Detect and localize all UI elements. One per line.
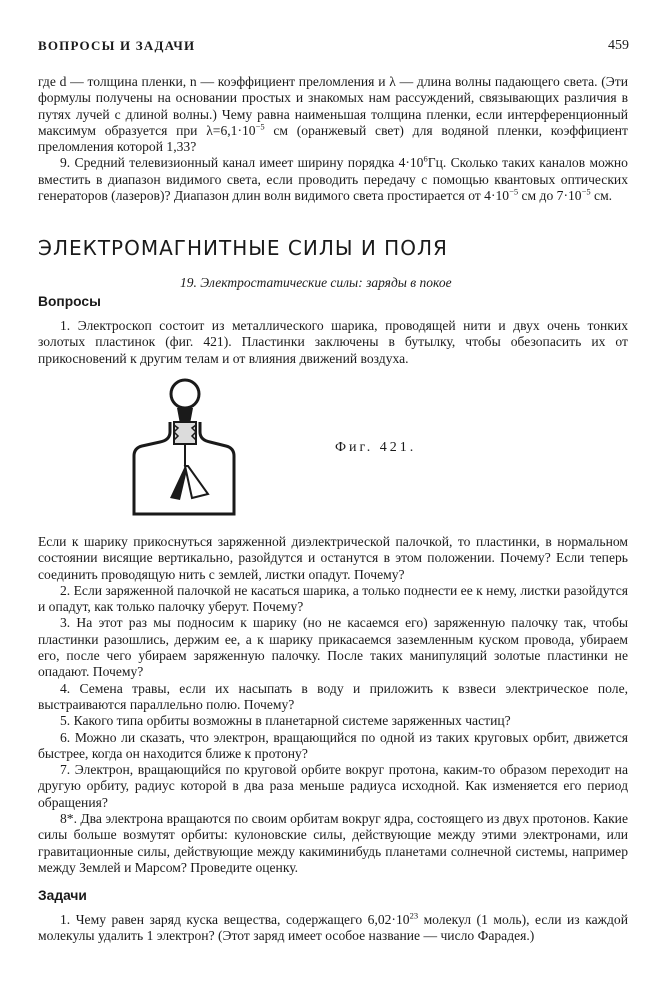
paragraph-text: 1. Чему равен заряд куска вещества, содержащего 6,02·10 [60,912,410,927]
paragraph-text: 9. Средний телевизионный канал имеет ширину порядка 4·10 [60,155,424,171]
page-header [38,38,629,58]
question-5: 5. Какого типа орбиты возможны в планетарной системе заряженных частиц? [60,713,511,729]
gold-leaf-right [185,466,208,498]
gold-leaf-left [170,466,187,500]
task-1-block [38,912,628,945]
running-head: ВОПРОСЫ И ЗАДАЧИ [38,38,196,53]
paragraph-text: см (оранжевый свет) для водяной пленки, коэффициент преломления которой 1,33? [38,122,628,155]
questions-block [38,534,628,876]
exponent: 6 [423,153,428,164]
electroscope-drawing [130,370,250,520]
question-1-continuation: Если к шарику прикоснуться заряженной диэлектрической палочкой, то пластинки, в нормальном состоянии висящие вертикально, разойдутся и останутся в этом положении. Почему? Если теперь соединить проводящую нить с землей, листки опадут. Почему? [38,534,628,582]
section-title: 19. Электростатические силы: заряды в покое [180,275,452,290]
question-3: 3. На этот раз мы подносим к шарику (но не касаемся его) заряженную палочку так, чтобы пластинки разошлись, держим ее, а к шарику прикасаемся заземленным куском провода, убираем его, после чего убираем заряженную палочку. После таких манипуляций золотые пластинки не опадают. Почему? [38,615,628,680]
paragraph-text: Гц. Сколько таких каналов можно вместить в диапазон видимого света, если проводить передачу с помощью квантовых оптических генераторов (лазеров)? Диапазон длин волн видимого света простирается от 4·10 [38,155,628,204]
question-1: 1. Электроскоп состоит из металлического шарика, проводящей нити и двух очень тонких золотых пластинок (фиг. 421). Пластинки заключены в бутылку, чтобы обезопасить их от прикосновений к другим телам и от влияния движений воздуха. [38,318,628,366]
paragraph-text: где d — толщина пленки, n — коэффициент преломления и λ — длина волны падающего света. (Эти формулы получены на основании простых и знакомых нам рассуждений, связывающих различия в путях лучей с длиной волны.) Чему равна наименьшая толщина пленки, если интерференционный максимум образуется при λ=6,1·10 [38,74,628,138]
question-6: 6. Можно ли сказать, что электрон, вращающийся по одной из таких круговых орбит, движется быстрее, когда он находится ближе к протону? [38,729,628,761]
figure-electroscope [130,370,250,520]
question-4: 4. Семена травы, если их насыпать в воду и приложить к взвеси электрическое поле, выстраиваются параллельно полю. Почему? [38,680,628,712]
exponent: −5 [255,121,265,132]
paragraph-text: см. [590,188,613,204]
tasks-heading: Задачи [38,888,87,903]
page-number: 459 [608,38,629,53]
question-7: 7. Электрон, вращающийся по круговой орбите вокруг протона, каким-то образом переходит на другую орбиту, радиус которой в два раза меньше радиуса исходной. Как изменяется его период обращения? [38,762,628,810]
question-1-block [38,318,628,367]
question-8: 8*. Два электрона вращаются по своим орбитам вокруг ядра, состоящего из двух протонов. Какие силы больше возмутят орбиты: кулоновские силы, действующие между этими электронами, или гравитационные силы, действующие между какиминибудь планетами солнечной системы, например между Землей и Марсом? Проведите оценку. [38,811,628,875]
paragraph-text: см до 7·10 [518,188,582,204]
top-text-block [38,74,628,204]
figure-caption: Фиг. 421. [335,440,417,455]
exponent: −5 [581,186,591,197]
problem-9 [38,155,628,204]
task-1 [38,912,628,945]
bottle-stopper [174,422,196,444]
paragraph-formula-context [38,74,628,155]
question-2: 2. Если заряженной палочкой не касаться шарика, а только поднести ее к нему, листки разойдутся и опадут, как только палочку уберут. Почему? [38,582,628,615]
chapter-title: ЭЛЕКТРОМАГНИТНЫЕ СИЛЫ И ПОЛЯ [38,236,448,260]
questions-heading: Вопросы [38,294,101,309]
paragraph-text: молекул (1 моль), если из каждой молекулы удалить 1 электрон? (Этот заряд имеет особое название — число Фарадея.) [38,912,629,944]
electroscope-ball [171,380,199,408]
exponent: −5 [509,186,519,197]
exponent: 23 [409,910,419,921]
